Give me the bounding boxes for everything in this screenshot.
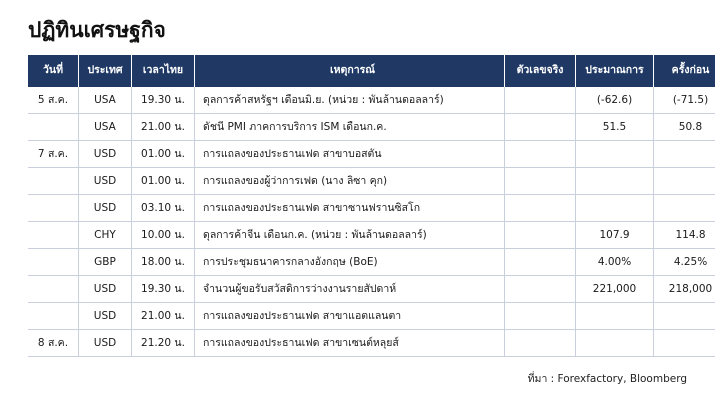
cell-previous: (-71.5)	[654, 87, 715, 114]
table-row	[28, 330, 715, 357]
cell-previous: 218,000	[654, 276, 715, 303]
cell-country: CHY	[79, 222, 132, 249]
cell-previous	[654, 168, 715, 195]
cell-forecast: 4.00%	[576, 249, 654, 276]
cell-event: ดุลการค้าจีน เดือนก.ค. (หน่วย : พันล้านดอลลาร์)	[195, 222, 505, 249]
cell-event: ดัชนี PMI ภาคการบริการ ISM เดือนก.ค.	[195, 114, 505, 141]
cell-actual	[505, 114, 576, 141]
cell-country: USA	[79, 87, 132, 114]
cell-actual	[505, 276, 576, 303]
cell-time: 10.00 น.	[132, 222, 195, 249]
cell-previous	[654, 195, 715, 222]
cell-forecast: 51.5	[576, 114, 654, 141]
economic-calendar-table	[28, 55, 715, 357]
cell-actual	[505, 141, 576, 168]
cell-country: USD	[79, 168, 132, 195]
cell-event: การแถลงของประธานเฟด สาขาบอสตัน	[195, 141, 505, 168]
cell-event: ดุลการค้าสหรัฐฯ เดือนมิ.ย. (หน่วย : พันล้านดอลลาร์)	[195, 87, 505, 114]
cell-country: USD	[79, 276, 132, 303]
table-row	[28, 195, 715, 222]
cell-previous: 114.8	[654, 222, 715, 249]
cell-time: 21.00 น.	[132, 303, 195, 330]
cell-country: USD	[79, 141, 132, 168]
cell-forecast	[576, 195, 654, 222]
cell-country: USA	[79, 114, 132, 141]
page-title: ปฏิทินเศรษฐกิจ	[28, 18, 166, 42]
cell-actual	[505, 249, 576, 276]
cell-time: 01.00 น.	[132, 168, 195, 195]
cell-time: 01.00 น.	[132, 141, 195, 168]
source-note: ที่มา : Forexfactory, Bloomberg	[527, 373, 687, 386]
cell-time: 03.10 น.	[132, 195, 195, 222]
table-body	[28, 87, 715, 357]
table-header	[28, 55, 715, 87]
cell-previous	[654, 330, 715, 357]
cell-previous: 4.25%	[654, 249, 715, 276]
table-row	[28, 303, 715, 330]
table-row	[28, 141, 715, 168]
cell-actual	[505, 87, 576, 114]
cell-actual	[505, 303, 576, 330]
table-header-row	[28, 55, 715, 87]
cell-forecast: 107.9	[576, 222, 654, 249]
table-row	[28, 276, 715, 303]
table-row	[28, 249, 715, 276]
column-header-date: วันที่	[28, 55, 79, 87]
cell-time: 19.30 น.	[132, 276, 195, 303]
table-row	[28, 114, 715, 141]
cell-previous	[654, 141, 715, 168]
cell-date: 5 ส.ค.	[28, 87, 79, 114]
cell-forecast: (-62.6)	[576, 87, 654, 114]
cell-forecast	[576, 168, 654, 195]
cell-actual	[505, 195, 576, 222]
cell-event: จำนวนผู้ขอรับสวัสดิการว่างงานรายสัปดาห์	[195, 276, 505, 303]
cell-previous	[654, 303, 715, 330]
cell-country: USD	[79, 303, 132, 330]
column-header-time: เวลาไทย	[132, 55, 195, 87]
cell-country: GBP	[79, 249, 132, 276]
cell-time: 21.20 น.	[132, 330, 195, 357]
table-row	[28, 87, 715, 114]
cell-date	[28, 222, 79, 249]
cell-forecast	[576, 303, 654, 330]
cell-forecast	[576, 141, 654, 168]
column-header-actual: ตัวเลขจริง	[505, 55, 576, 87]
cell-country: USD	[79, 195, 132, 222]
cell-event: การแถลงของประธานเฟด สาขาแอตแลนตา	[195, 303, 505, 330]
column-header-forecast: ประมาณการ	[576, 55, 654, 87]
cell-event: การแถลงของประธานเฟด สาขาซานฟรานซิสโก	[195, 195, 505, 222]
cell-actual	[505, 168, 576, 195]
table-row	[28, 168, 715, 195]
cell-date	[28, 195, 79, 222]
cell-date	[28, 249, 79, 276]
cell-forecast: 221,000	[576, 276, 654, 303]
cell-time: 19.30 น.	[132, 87, 195, 114]
column-header-previous: ครั้งก่อน	[654, 55, 715, 87]
cell-event: การประชุมธนาคารกลางอังกฤษ (BoE)	[195, 249, 505, 276]
cell-time: 18.00 น.	[132, 249, 195, 276]
cell-time: 21.00 น.	[132, 114, 195, 141]
cell-country: USD	[79, 330, 132, 357]
cell-date: 8 ส.ค.	[28, 330, 79, 357]
cell-date	[28, 303, 79, 330]
cell-event: การแถลงของผู้ว่าการเฟด (นาง ลิซา คุก)	[195, 168, 505, 195]
column-header-event: เหตุการณ์	[195, 55, 505, 87]
cell-date: 7 ส.ค.	[28, 141, 79, 168]
cell-event: การแถลงของประธานเฟด สาขาเซนต์หลุยส์	[195, 330, 505, 357]
cell-previous: 50.8	[654, 114, 715, 141]
cell-forecast	[576, 330, 654, 357]
cell-date	[28, 276, 79, 303]
cell-date	[28, 168, 79, 195]
cell-actual	[505, 222, 576, 249]
column-header-country: ประเทศ	[79, 55, 132, 87]
cell-actual	[505, 330, 576, 357]
cell-date	[28, 114, 79, 141]
table-row	[28, 222, 715, 249]
